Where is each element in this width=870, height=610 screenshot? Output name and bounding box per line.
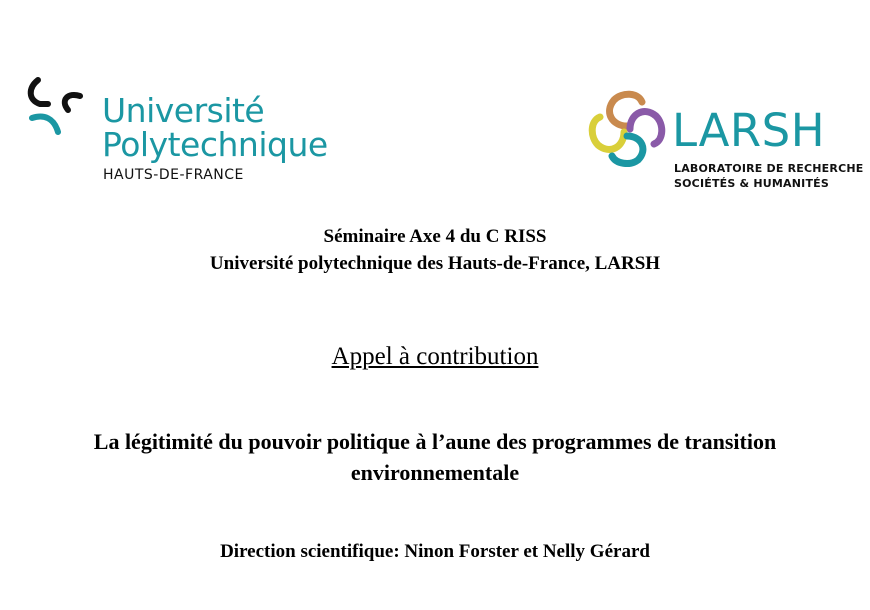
larsh-subtitle-line2: SOCIÉTÉS & HUMANITÉS bbox=[674, 177, 829, 190]
uphf-logo-line2: Polytechnique bbox=[102, 125, 328, 164]
uphf-logo-line3: HAUTS-DE-FRANCE bbox=[103, 167, 244, 183]
larsh-swirl-icon bbox=[584, 86, 670, 172]
seminar-line1: Séminaire Axe 4 du C RISS bbox=[323, 226, 547, 247]
call-title: Appel à contribution bbox=[331, 343, 539, 370]
direction-line: Direction scientifique: Ninon Forster et Nelly Gérard bbox=[220, 541, 650, 562]
topic-line1: La légitimité du pouvoir politique à l’aune des programmes de transition bbox=[93, 429, 777, 454]
uphf-emblem-icon bbox=[24, 74, 94, 144]
larsh-subtitle-line1: LABORATOIRE DE RECHERCHE bbox=[674, 162, 864, 175]
larsh-logo bbox=[584, 86, 864, 196]
uphf-logo-line1: Université bbox=[102, 91, 265, 130]
topic-line2: environnementale bbox=[350, 460, 520, 485]
uphf-logo bbox=[24, 74, 328, 189]
seminar-line2: Université polytechnique des Hauts-de-France, LARSH bbox=[209, 253, 661, 274]
larsh-name: LARSH bbox=[672, 104, 826, 157]
